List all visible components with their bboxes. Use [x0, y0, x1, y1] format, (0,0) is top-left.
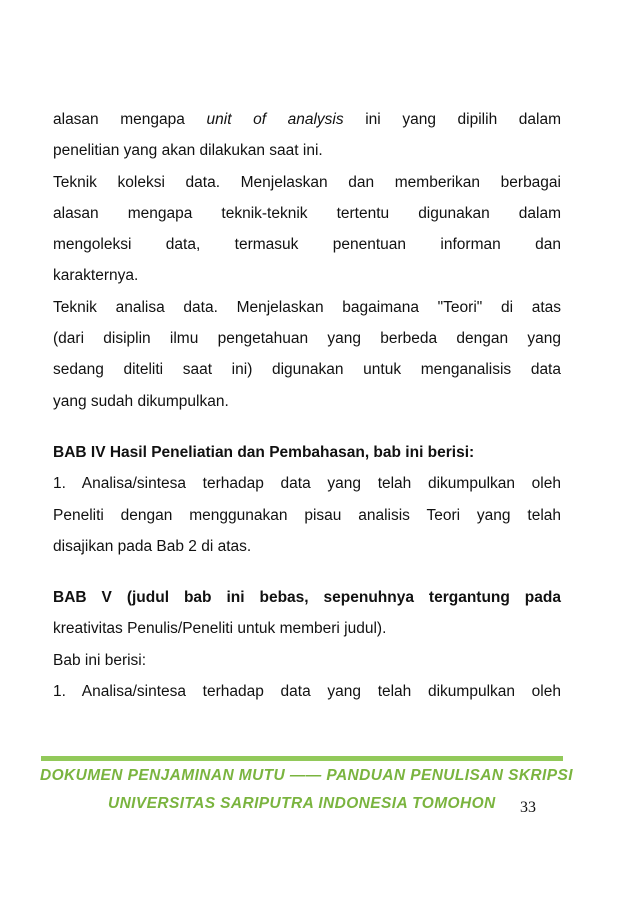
body-line: 1. Analisa/sintesa terhadap data yang telah dikumpulkan oleh: [53, 683, 561, 701]
paragraph-gap: [53, 417, 561, 437]
page-body: [53, 104, 561, 707]
page-number: 33: [520, 799, 536, 816]
section-heading-bab-v: BAB V (judul bab ini bebas, sepenuhnya tergantung pada: [53, 589, 561, 607]
body-line: (dari disiplin ilmu pengetahuan yang berbeda dengan yang: [53, 330, 561, 348]
footer-document-title: DOKUMEN PENJAMINAN MUTU —— PANDUAN PENULISAN SKRIPSI: [40, 767, 573, 784]
body-line: sedang diteliti saat ini) digunakan untuk menganalisis data: [53, 361, 561, 379]
footer-university-name: UNIVERSITAS SARIPUTRA INDONESIA TOMOHON: [108, 795, 496, 812]
text-run: ini yang dipilih dalam: [343, 111, 562, 128]
body-line: disajikan pada Bab 2 di atas.: [53, 537, 252, 555]
body-line: Teknik koleksi data. Menjelaskan dan memberikan berbagai: [53, 173, 561, 191]
body-line: 1. Analisa/sintesa terhadap data yang telah dikumpulkan oleh: [53, 475, 561, 493]
body-line: alasan mengapa teknik-teknik tertentu digunakan dalam: [53, 204, 561, 222]
emphasis-text: unit of analysis: [206, 111, 344, 128]
section-heading-bab-iv: BAB IV Hasil Peneliatian dan Pembahasan, bab ini berisi:: [53, 443, 475, 461]
body-line: penelitian yang akan dilakukan saat ini.: [53, 142, 323, 160]
body-line: Teknik analisa data. Menjelaskan bagaimana "Teori" di atas: [53, 298, 561, 316]
body-line: Peneliti dengan menggunakan pisau analisis Teori yang telah: [53, 506, 561, 524]
body-line: karakternya.: [53, 267, 139, 285]
paragraph-gap: [53, 562, 561, 582]
body-line: kreativitas Penulis/Peneliti untuk memberi judul).: [53, 620, 387, 638]
body-line: [53, 104, 561, 135]
body-line: mengoleksi data, termasuk penentuan informan dan: [53, 236, 561, 254]
text-run: alasan mengapa: [53, 111, 207, 128]
body-line: Bab ini berisi:: [53, 651, 147, 669]
footer-divider: [41, 756, 563, 761]
body-line: yang sudah dikumpulkan.: [53, 392, 229, 410]
